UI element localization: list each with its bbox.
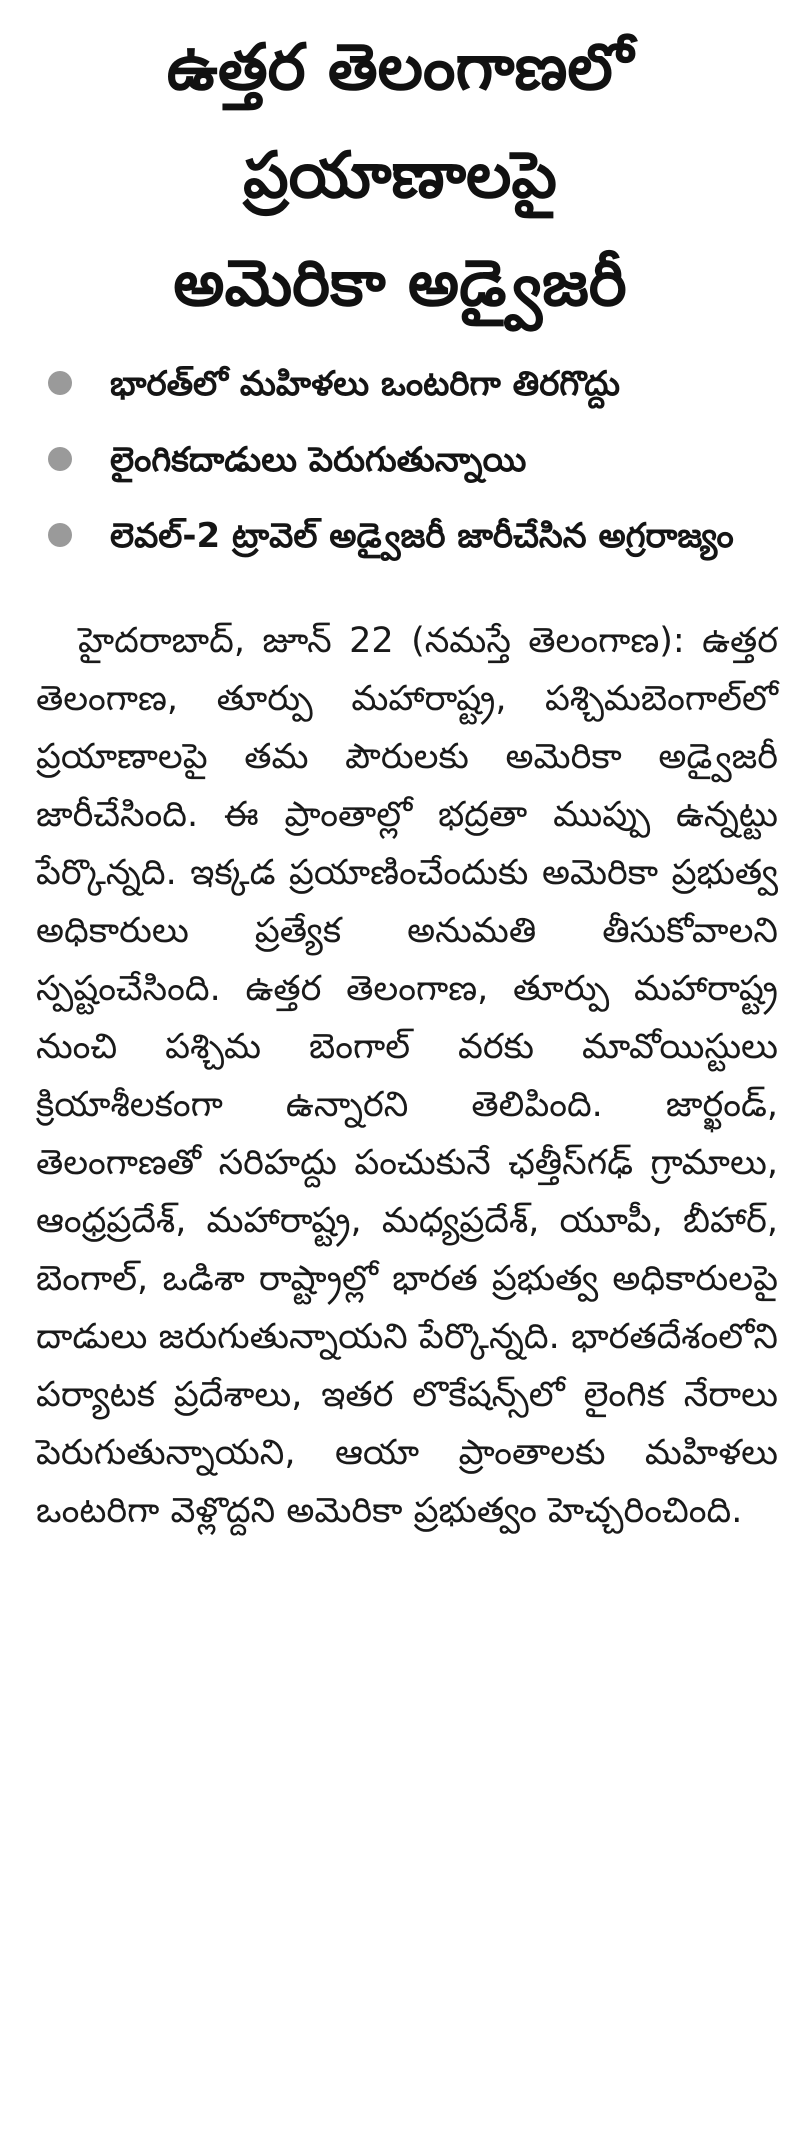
headline-line: ప్రయాణాలపై (243, 139, 557, 213)
highlight-item (48, 498, 770, 574)
headline-line: అమెరికా అడ్వైజరీ (173, 247, 627, 321)
highlight-text: లెవల్-2 ట్రావెల్ అడ్వైజరీ జారీచేసిన అగ్రరాజ్యం (110, 516, 734, 556)
headline-line: ఉత్తర తెలంగాణలో (166, 31, 634, 105)
highlights-list (0, 346, 800, 574)
highlight-text: భారత్‌లో మహిళలు ఒంటరిగా తిరగొద్దు (110, 364, 621, 404)
bullet-dot-icon (48, 447, 72, 471)
headline (0, 0, 800, 338)
bullet-dot-icon (48, 523, 72, 547)
highlight-item (48, 422, 770, 498)
bullet-dot-icon (48, 371, 72, 395)
highlight-item (48, 346, 770, 422)
highlight-text: లైంగికదాడులు పెరుగుతున్నాయి (110, 440, 527, 480)
article-body: హైదరాబాద్, జూన్ 22 (నమస్తే తెలంగాణ): ఉత్తర తెలంగాణ, తూర్పు మహారాష్ట్ర, పశ్చిమబెంగాల్‌లో ప్రయాణాలపై తమ పౌరులకు అమెరికా అడ్వైజరీ జారీచేసింది. ఈ ప్రాంతాల్లో భద్రతా ముప్పు ఉన్నట్టు పేర్కొన్నది. ఇక్కడ ప్రయాణించేందుకు అమెరికా ప్రభుత్వ అధికారులు ప్రత్యేక అనుమతి తీసుకోవాలని స్పష్టంచేసింది. ఉత్తర తెలంగాణ, తూర్పు మహారాష్ట్ర నుంచి పశ్చిమ బెంగాల్ వరకు మావోయిస్టులు క్రియాశీలకంగా ఉన్నారని తెలిపింది. జార్ఖండ్, తెలంగాణతో సరిహద్దు పంచుకునే ఛత్తీస్‌గఢ్ గ్రామాలు, ఆంధ్రప్రదేశ్, మహారాష్ట్ర, మధ్యప్రదేశ్, యూపీ, బీహార్, బెంగాల్, ఒడిశా రాష్ట్రాల్లో భారత ప్రభుత్వ అధికారులపై దాడులు జరుగుతున్నాయని పేర్కొన్నది. భారతదేశంలోని పర్యాటక ప్రదేశాలు, ఇతర లొకేషన్స్‌లో లైంగిక నేరాలు పెరుగుతున్నాయని, ఆయా ప్రాంతాలకు మహిళలు ఒంటరిగా వెళ్లొద్దని అమెరికా ప్రభుత్వం హెచ్చరించింది. (36, 621, 778, 1531)
